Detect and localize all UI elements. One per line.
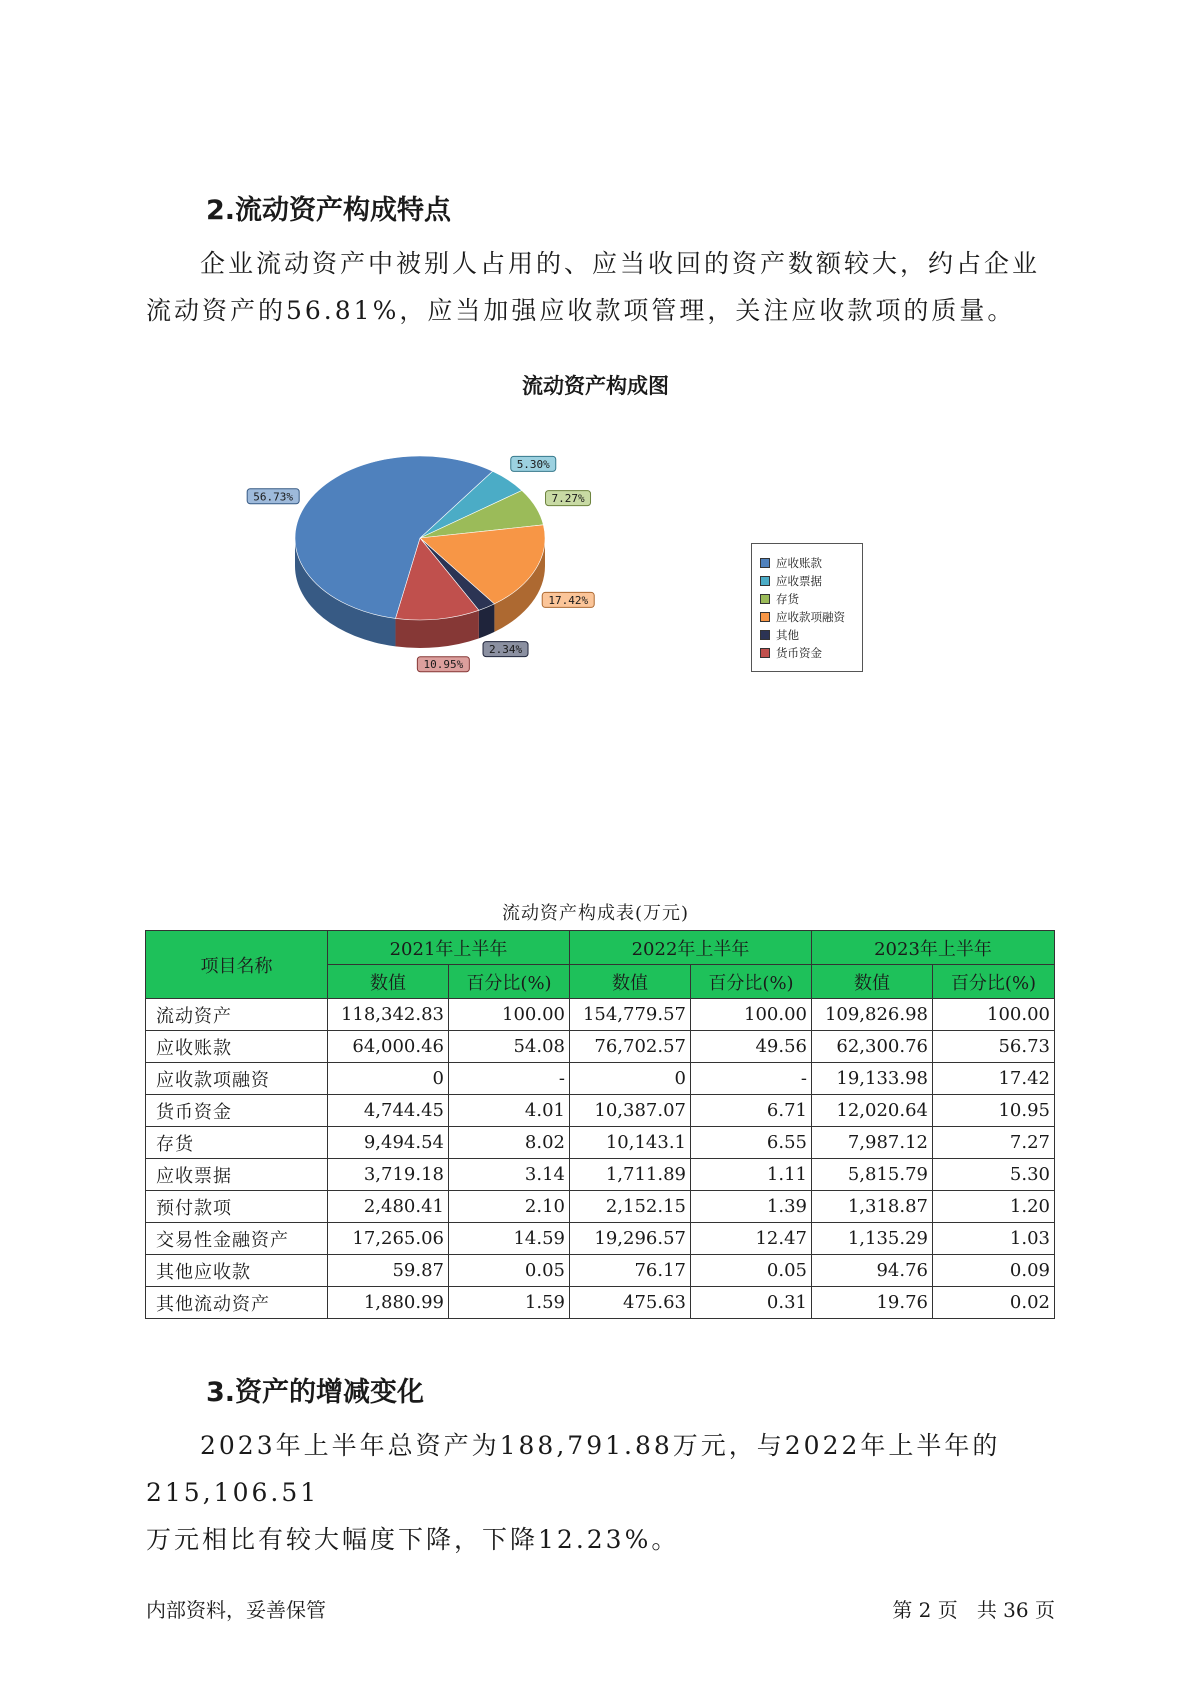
value-cell: 0 <box>328 1063 449 1095</box>
legend-item <box>752 608 862 626</box>
header-value: 数值 <box>812 965 933 999</box>
value-cell: 10,387.07 <box>570 1095 691 1127</box>
header-value: 数值 <box>328 965 449 999</box>
pct-cell: 0.31 <box>691 1287 812 1319</box>
pct-cell: 0.05 <box>691 1255 812 1287</box>
value-cell: 3,719.18 <box>328 1159 449 1191</box>
table-row <box>146 999 1055 1031</box>
legend-swatch <box>760 558 770 568</box>
pct-cell: 1.03 <box>933 1223 1055 1255</box>
value-cell: 1,318.87 <box>812 1191 933 1223</box>
pct-cell: 8.02 <box>449 1127 570 1159</box>
pct-cell: 12.47 <box>691 1223 812 1255</box>
section-2-line-1: 企业流动资产中被别人占用的、应当收回的资产数额较大，约占企业 <box>200 249 1041 278</box>
value-cell: 118,342.83 <box>328 999 449 1031</box>
pct-cell: 6.71 <box>691 1095 812 1127</box>
table-row <box>146 1159 1055 1191</box>
header-pct: 百分比(%) <box>691 965 812 999</box>
pct-cell: 0.05 <box>449 1255 570 1287</box>
legend-item <box>752 572 862 590</box>
value-cell: 5,815.79 <box>812 1159 933 1191</box>
section-3-line-2: 万元相比有较大幅度下降，下降12.23%。 <box>146 1525 680 1554</box>
value-cell: 2,480.41 <box>328 1191 449 1223</box>
table-row <box>146 1095 1055 1127</box>
row-name: 应收票据 <box>146 1159 328 1191</box>
data-label: 5.30% <box>516 457 550 471</box>
value-cell: 1,135.29 <box>812 1223 933 1255</box>
current-assets-table <box>145 930 1055 1319</box>
row-name: 存货 <box>146 1127 328 1159</box>
value-cell: 7,987.12 <box>812 1127 933 1159</box>
pct-cell: 7.27 <box>933 1127 1055 1159</box>
legend-swatch <box>760 648 770 658</box>
section-2-paragraph <box>146 240 1066 334</box>
pct-cell: 1.39 <box>691 1191 812 1223</box>
row-name: 预付款项 <box>146 1191 328 1223</box>
pct-cell: 100.00 <box>691 999 812 1031</box>
pie-chart <box>220 440 640 680</box>
row-name: 应收款项融资 <box>146 1063 328 1095</box>
row-name: 应收账款 <box>146 1031 328 1063</box>
data-label: 7.27% <box>551 492 585 506</box>
header-value: 数值 <box>570 965 691 999</box>
section-3-paragraph <box>146 1422 1066 1563</box>
table-row <box>146 1031 1055 1063</box>
value-cell: 2,152.15 <box>570 1191 691 1223</box>
value-cell: 109,826.98 <box>812 999 933 1031</box>
legend-label: 应收账款 <box>776 556 822 570</box>
value-cell: 1,880.99 <box>328 1287 449 1319</box>
header-pct: 百分比(%) <box>933 965 1055 999</box>
value-cell: 17,265.06 <box>328 1223 449 1255</box>
header-item-name: 项目名称 <box>146 931 328 999</box>
data-label: 56.73% <box>253 490 294 504</box>
pct-cell: 100.00 <box>449 999 570 1031</box>
legend-swatch <box>760 594 770 604</box>
section-2-line-2: 流动资产的56.81%，应当加强应收款项管理，关注应收款项的质量。 <box>146 296 1016 325</box>
value-cell: 0 <box>570 1063 691 1095</box>
legend-label: 应收票据 <box>776 574 822 588</box>
pct-cell: 10.95 <box>933 1095 1055 1127</box>
pct-cell: 0.09 <box>933 1255 1055 1287</box>
table-row <box>146 1127 1055 1159</box>
value-cell: 62,300.76 <box>812 1031 933 1063</box>
data-label: 10.95% <box>423 658 464 672</box>
legend-item <box>752 644 862 662</box>
table-row <box>146 1287 1055 1319</box>
table-row <box>146 1063 1055 1095</box>
value-cell: 4,744.45 <box>328 1095 449 1127</box>
value-cell: 10,143.1 <box>570 1127 691 1159</box>
pct-cell: 17.42 <box>933 1063 1055 1095</box>
pct-cell: 2.10 <box>449 1191 570 1223</box>
value-cell: 76,702.57 <box>570 1031 691 1063</box>
value-cell: 154,779.57 <box>570 999 691 1031</box>
row-name: 流动资产 <box>146 999 328 1031</box>
page-number: 第 2 页 共 36 页 <box>892 1598 1055 1622</box>
legend-label: 货币资金 <box>776 646 822 660</box>
section-3-heading: 3.资产的增减变化 <box>206 1377 425 1408</box>
legend-label: 其他 <box>776 628 799 642</box>
value-cell: 475.63 <box>570 1287 691 1319</box>
pct-cell: 0.02 <box>933 1287 1055 1319</box>
row-name: 交易性金融资产 <box>146 1223 328 1255</box>
row-name: 其他流动资产 <box>146 1287 328 1319</box>
value-cell: 59.87 <box>328 1255 449 1287</box>
pct-cell: 14.59 <box>449 1223 570 1255</box>
legend-item <box>752 590 862 608</box>
pct-cell: - <box>691 1063 812 1095</box>
value-cell: 94.76 <box>812 1255 933 1287</box>
table-row <box>146 1223 1055 1255</box>
legend-label: 存货 <box>776 592 799 606</box>
section-3-line-1: 2023年上半年总资产为188,791.88万元，与2022年上半年的215,106.51 <box>146 1431 1001 1507</box>
pct-cell: 6.55 <box>691 1127 812 1159</box>
legend-swatch <box>760 576 770 586</box>
footer-left: 内部资料，妥善保管 <box>146 1598 326 1622</box>
value-cell: 19,133.98 <box>812 1063 933 1095</box>
pct-cell: 100.00 <box>933 999 1055 1031</box>
pct-cell: 54.08 <box>449 1031 570 1063</box>
data-label: 2.34% <box>488 643 523 657</box>
pct-cell: 3.14 <box>449 1159 570 1191</box>
value-cell: 9,494.54 <box>328 1127 449 1159</box>
header-period-2022: 2022年上半年 <box>570 931 812 965</box>
pct-cell: 5.30 <box>933 1159 1055 1191</box>
pct-cell: 4.01 <box>449 1095 570 1127</box>
value-cell: 64,000.46 <box>328 1031 449 1063</box>
pct-cell: 1.20 <box>933 1191 1055 1223</box>
legend-swatch <box>760 612 770 622</box>
value-cell: 19.76 <box>812 1287 933 1319</box>
row-name: 货币资金 <box>146 1095 328 1127</box>
value-cell: 1,711.89 <box>570 1159 691 1191</box>
value-cell: 12,020.64 <box>812 1095 933 1127</box>
pct-cell: 56.73 <box>933 1031 1055 1063</box>
legend-label: 应收款项融资 <box>776 610 845 624</box>
pct-cell: 1.59 <box>449 1287 570 1319</box>
pct-cell: 1.11 <box>691 1159 812 1191</box>
table-row <box>146 1255 1055 1287</box>
header-period-2021: 2021年上半年 <box>328 931 570 965</box>
table-caption: 流动资产构成表(万元) <box>501 903 690 924</box>
row-name: 其他应收款 <box>146 1255 328 1287</box>
chart-title: 流动资产构成图 <box>522 374 669 398</box>
legend-item <box>752 554 862 572</box>
chart-legend <box>751 543 863 672</box>
legend-item <box>752 626 862 644</box>
pct-cell: - <box>449 1063 570 1095</box>
pct-cell: 49.56 <box>691 1031 812 1063</box>
legend-swatch <box>760 630 770 640</box>
data-label: 17.42% <box>548 593 589 607</box>
table-row <box>146 1191 1055 1223</box>
header-period-2023: 2023年上半年 <box>812 931 1055 965</box>
value-cell: 19,296.57 <box>570 1223 691 1255</box>
header-pct: 百分比(%) <box>449 965 570 999</box>
section-2-heading: 2.流动资产构成特点 <box>206 195 452 226</box>
value-cell: 76.17 <box>570 1255 691 1287</box>
